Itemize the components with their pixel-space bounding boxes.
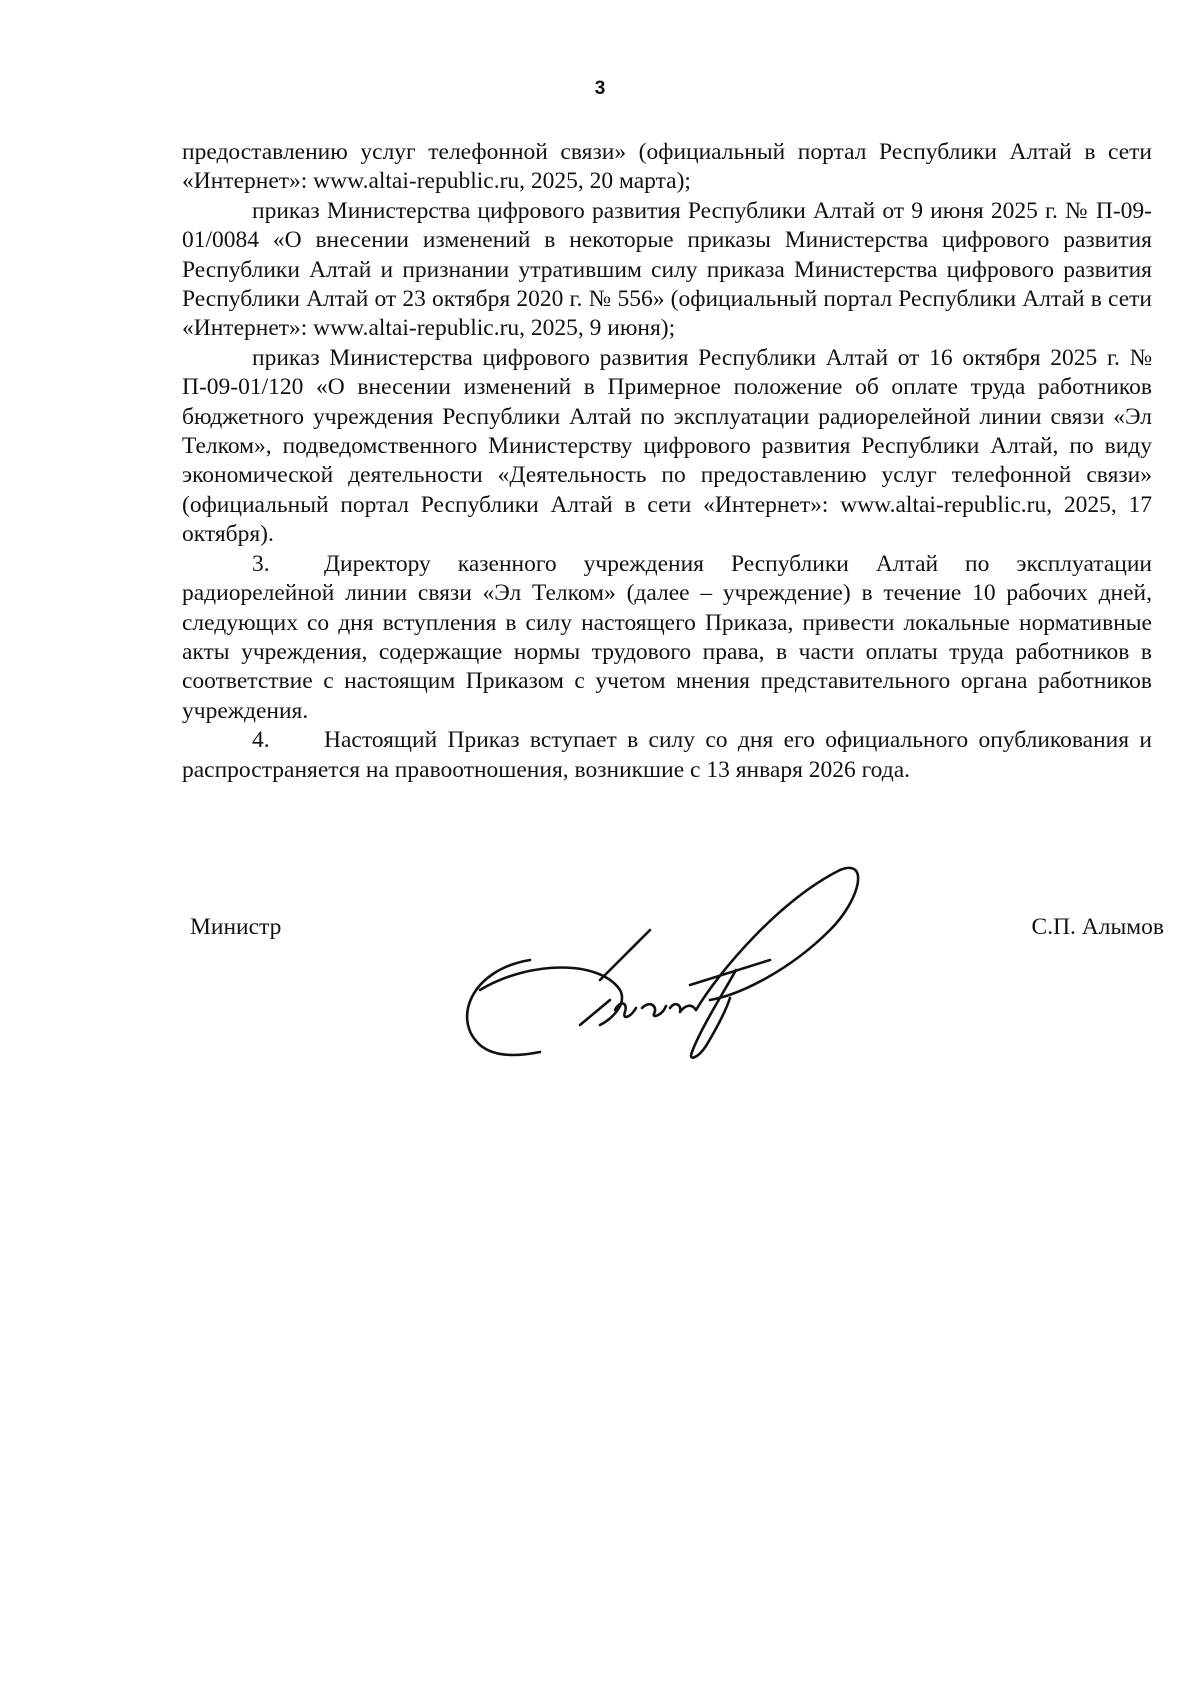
- item-number: 3.: [252, 550, 270, 577]
- paragraph-continuation: [182, 138, 1152, 197]
- signatory-position: Министр: [190, 914, 282, 940]
- item-number: 4.: [252, 727, 270, 754]
- paragraph-item-3: [182, 550, 1152, 726]
- paragraph-text: приказ Министерства цифрового развития Республики Алтай от 9 июня 2025 г. № П-09-01/0084 «О внесении изменений в некоторые приказы Министерства цифрового развития Республики Алтай и признании утратившим силу приказа Министерства цифрового развития Республики Алтай от 23 октября 2020 г. № 556» (официальный портал Республики Алтай в сети «Интернет»: www.altai-republic.ru, 2025, 9 июня);: [182, 197, 1152, 342]
- page-number: 3: [594, 78, 606, 99]
- signature-block: [0, 900, 1200, 1040]
- signatory-name: С.П. Алымов: [1031, 914, 1164, 940]
- paragraph-text: Директору казенного учреждения Республики Алтай по эксплуатации радиорелейной линии связи «Эл Телком» (далее – учреждение) в течение 10 рабочих дней, следующих со дня вступления в силу настоящего Приказа, привести локальные нормативные акты учреждения, содержащие нормы трудового права, в части оплаты труда работников в соответствие с настоящим Приказом с учетом мнения представительного органа работников учреждения.: [182, 550, 1152, 724]
- paragraph-item-4: [182, 726, 1152, 785]
- handwritten-signature: [460, 820, 920, 1060]
- paragraph-order-june: [182, 197, 1152, 344]
- paragraph-text: предоставлению услуг телефонной связи» (официальный портал Республики Алтай в сети «Интернет»: www.altai-republic.ru, 2025, 20 марта);: [182, 139, 1152, 195]
- document-body: [182, 138, 1152, 785]
- paragraph-text: приказ Министерства цифрового развития Республики Алтай от 16 октября 2025 г. № П-09-01/120 «О внесении изменений в Примерное положение об оплате труда работников бюджетного учреждения Республики Алтай по эксплуатации радиорелейной линии связи «Эл Телком», подведомственного Министерству цифрового развития Республики Алтай, по виду экономической деятельности «Деятельность по предоставлению услуг телефонной связи» (официальный портал Республики Алтай в сети «Интернет»: www.altai-republic.ru, 2025, 17 октября).: [182, 344, 1152, 548]
- paragraph-text: Настоящий Приказ вступает в силу со дня его официального опубликования и распространяется на правоотношения, возникшие с 13 января 2026 года.: [182, 727, 1152, 783]
- paragraph-order-october: [182, 344, 1152, 550]
